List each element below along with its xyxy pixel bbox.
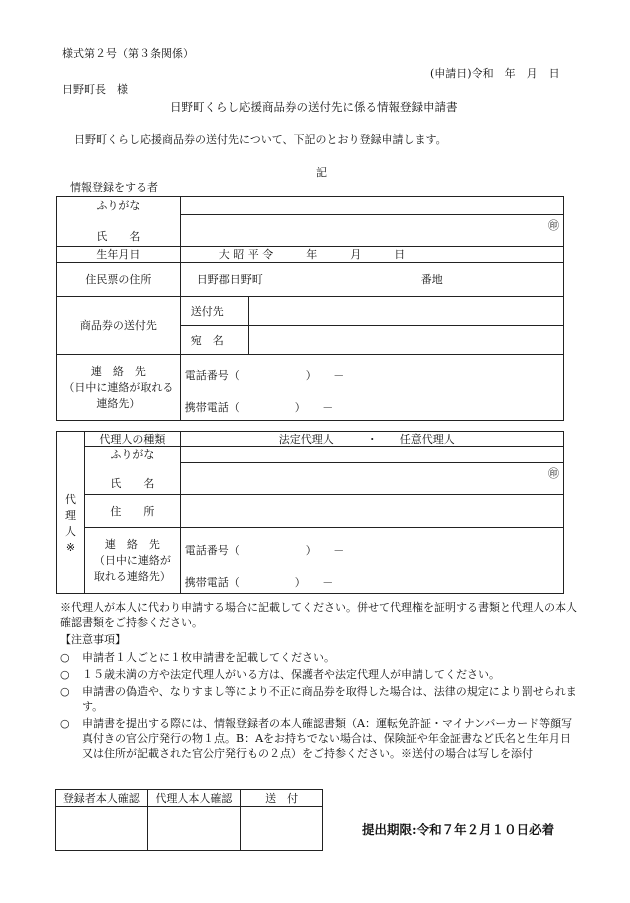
- address-field[interactable]: [180, 263, 563, 297]
- agent-contact-line2: （日中に連絡が: [93, 553, 171, 567]
- agent-contact-line1: 連 絡 先: [104, 537, 160, 551]
- registrant-table: [56, 196, 564, 421]
- recipient: 日野町長 様: [62, 83, 128, 96]
- bullet-circle: ○: [60, 685, 70, 698]
- birth-label: 生年月日: [57, 247, 181, 263]
- agent-type-options[interactable]: 法定代理人 ・ 任意代理人: [180, 432, 563, 447]
- submission-deadline: 提出期限:令和７年２月１０日必着: [362, 822, 555, 837]
- contact-label: [57, 355, 181, 421]
- furigana-field[interactable]: [180, 197, 563, 215]
- contact-label-line1: 連 絡 先: [90, 364, 146, 378]
- agent-phone-label: 電話番号（ ） －: [184, 544, 345, 557]
- agent-name-field[interactable]: [180, 463, 563, 495]
- caution-item: [60, 667, 580, 682]
- agent-contact-label: [84, 528, 180, 594]
- agent-contact-line3: 取れる連絡先）: [93, 569, 171, 583]
- caution-item-text: 申請書を提出する際には、情報登録者の本人確認書類（A：運転免許証・マイナンバーカード等顔写真付きの官公庁発行の物１点。B：Aをお持ちでない場合は、保険証や年金証書など氏名と生年月日又は住所が記載された官公庁発行もの２点）をご持参ください。※送付の場合は写しを添付: [82, 717, 573, 760]
- contact-field[interactable]: [180, 355, 563, 421]
- delivery-addressee-label: 宛 名: [180, 326, 248, 355]
- contact-label-line2: （日中に連絡が取れる: [63, 380, 174, 394]
- registrant-check-cell[interactable]: [56, 807, 148, 851]
- caution-item: [60, 650, 580, 665]
- agent-side-char: ※: [65, 540, 76, 554]
- name-label: 氏 名: [57, 215, 181, 247]
- agent-side-label: [57, 432, 85, 594]
- address-prefix: 日野郡日野町: [196, 273, 263, 286]
- delivery-dest-field[interactable]: [248, 297, 563, 326]
- caution-item-text: １５歳未満の方や法定代理人がいる方は、保護者や法定代理人が申請してください。: [82, 668, 500, 681]
- agent-note: ※代理人が本人に代わり申請する場合に記載してください。併せて代理権を証明する書類と代理人の本人確認書類をご持参ください。: [60, 601, 577, 629]
- agent-furigana-label: ふりがな: [84, 447, 180, 463]
- delivery-check-cell[interactable]: [241, 807, 323, 851]
- delivery-check-header: 送 付: [241, 790, 323, 807]
- agent-check-header: 代理人本人確認: [147, 790, 241, 807]
- name-field[interactable]: [180, 215, 563, 247]
- mobile-label: 携帯電話（ ） －: [184, 401, 334, 414]
- application-date-line: (申請日)令和 年 月 日: [430, 67, 560, 80]
- agent-side-char: 代: [64, 492, 76, 506]
- agent-seal-mark: ㊞: [548, 467, 559, 480]
- bullet-circle: ○: [60, 651, 70, 664]
- registrant-check-header: 登録者本人確認: [56, 790, 148, 807]
- confirmation-table: [55, 789, 323, 851]
- furigana-label: ふりがな: [57, 197, 181, 215]
- birth-field[interactable]: 大 昭 平 令 年 月 日: [180, 247, 563, 263]
- delivery-label: 商品券の送付先: [57, 297, 181, 355]
- caution-item-text: 申請者１人ごとに１枚申請書を記載してください。: [82, 651, 335, 664]
- seal-mark: ㊞: [548, 219, 559, 232]
- address-suffix: 番地: [420, 273, 443, 286]
- caution-item: [60, 684, 580, 714]
- agent-check-cell[interactable]: [147, 807, 241, 851]
- agent-address-label: 住 所: [84, 495, 180, 528]
- delivery-dest-label: 送付先: [180, 297, 248, 326]
- agent-furigana-field[interactable]: [180, 447, 563, 463]
- bullet-circle: ○: [60, 668, 70, 681]
- ki-heading: 記: [316, 166, 327, 179]
- agent-side-char: 理: [64, 508, 76, 522]
- agent-type-label: 代理人の種類: [84, 432, 180, 447]
- agent-name-label: 氏 名: [84, 463, 180, 495]
- document-title: 日野町くらし応援商品券の送付先に係る情報登録申請書: [170, 100, 458, 114]
- bullet-circle: ○: [60, 717, 70, 730]
- phone-label: 電話番号（ ） －: [184, 369, 345, 382]
- form-number: 様式第２号（第３条関係）: [62, 47, 194, 60]
- caution-item-text: 申請書の偽造や、なりすまし等により不正に商品券を取得した場合は、法律の規定により罰せられます。: [82, 685, 577, 713]
- caution-item: [60, 716, 580, 761]
- address-label: 住民票の住所: [57, 263, 181, 297]
- agent-address-field[interactable]: [180, 495, 563, 528]
- agent-table: [56, 431, 564, 594]
- contact-label-line3: 連絡先）: [96, 396, 141, 410]
- registrant-caption: 情報登録をする者: [70, 181, 158, 194]
- caution-header: 【注意事項】: [60, 633, 126, 646]
- agent-contact-field[interactable]: [180, 528, 563, 594]
- agent-mobile-label: 携帯電話（ ） －: [184, 576, 334, 589]
- agent-side-char: 人: [64, 524, 76, 538]
- delivery-addressee-field[interactable]: [248, 326, 563, 355]
- intro-text: 日野町くらし応援商品券の送付先について、下記のとおり登録申請します。: [74, 133, 447, 146]
